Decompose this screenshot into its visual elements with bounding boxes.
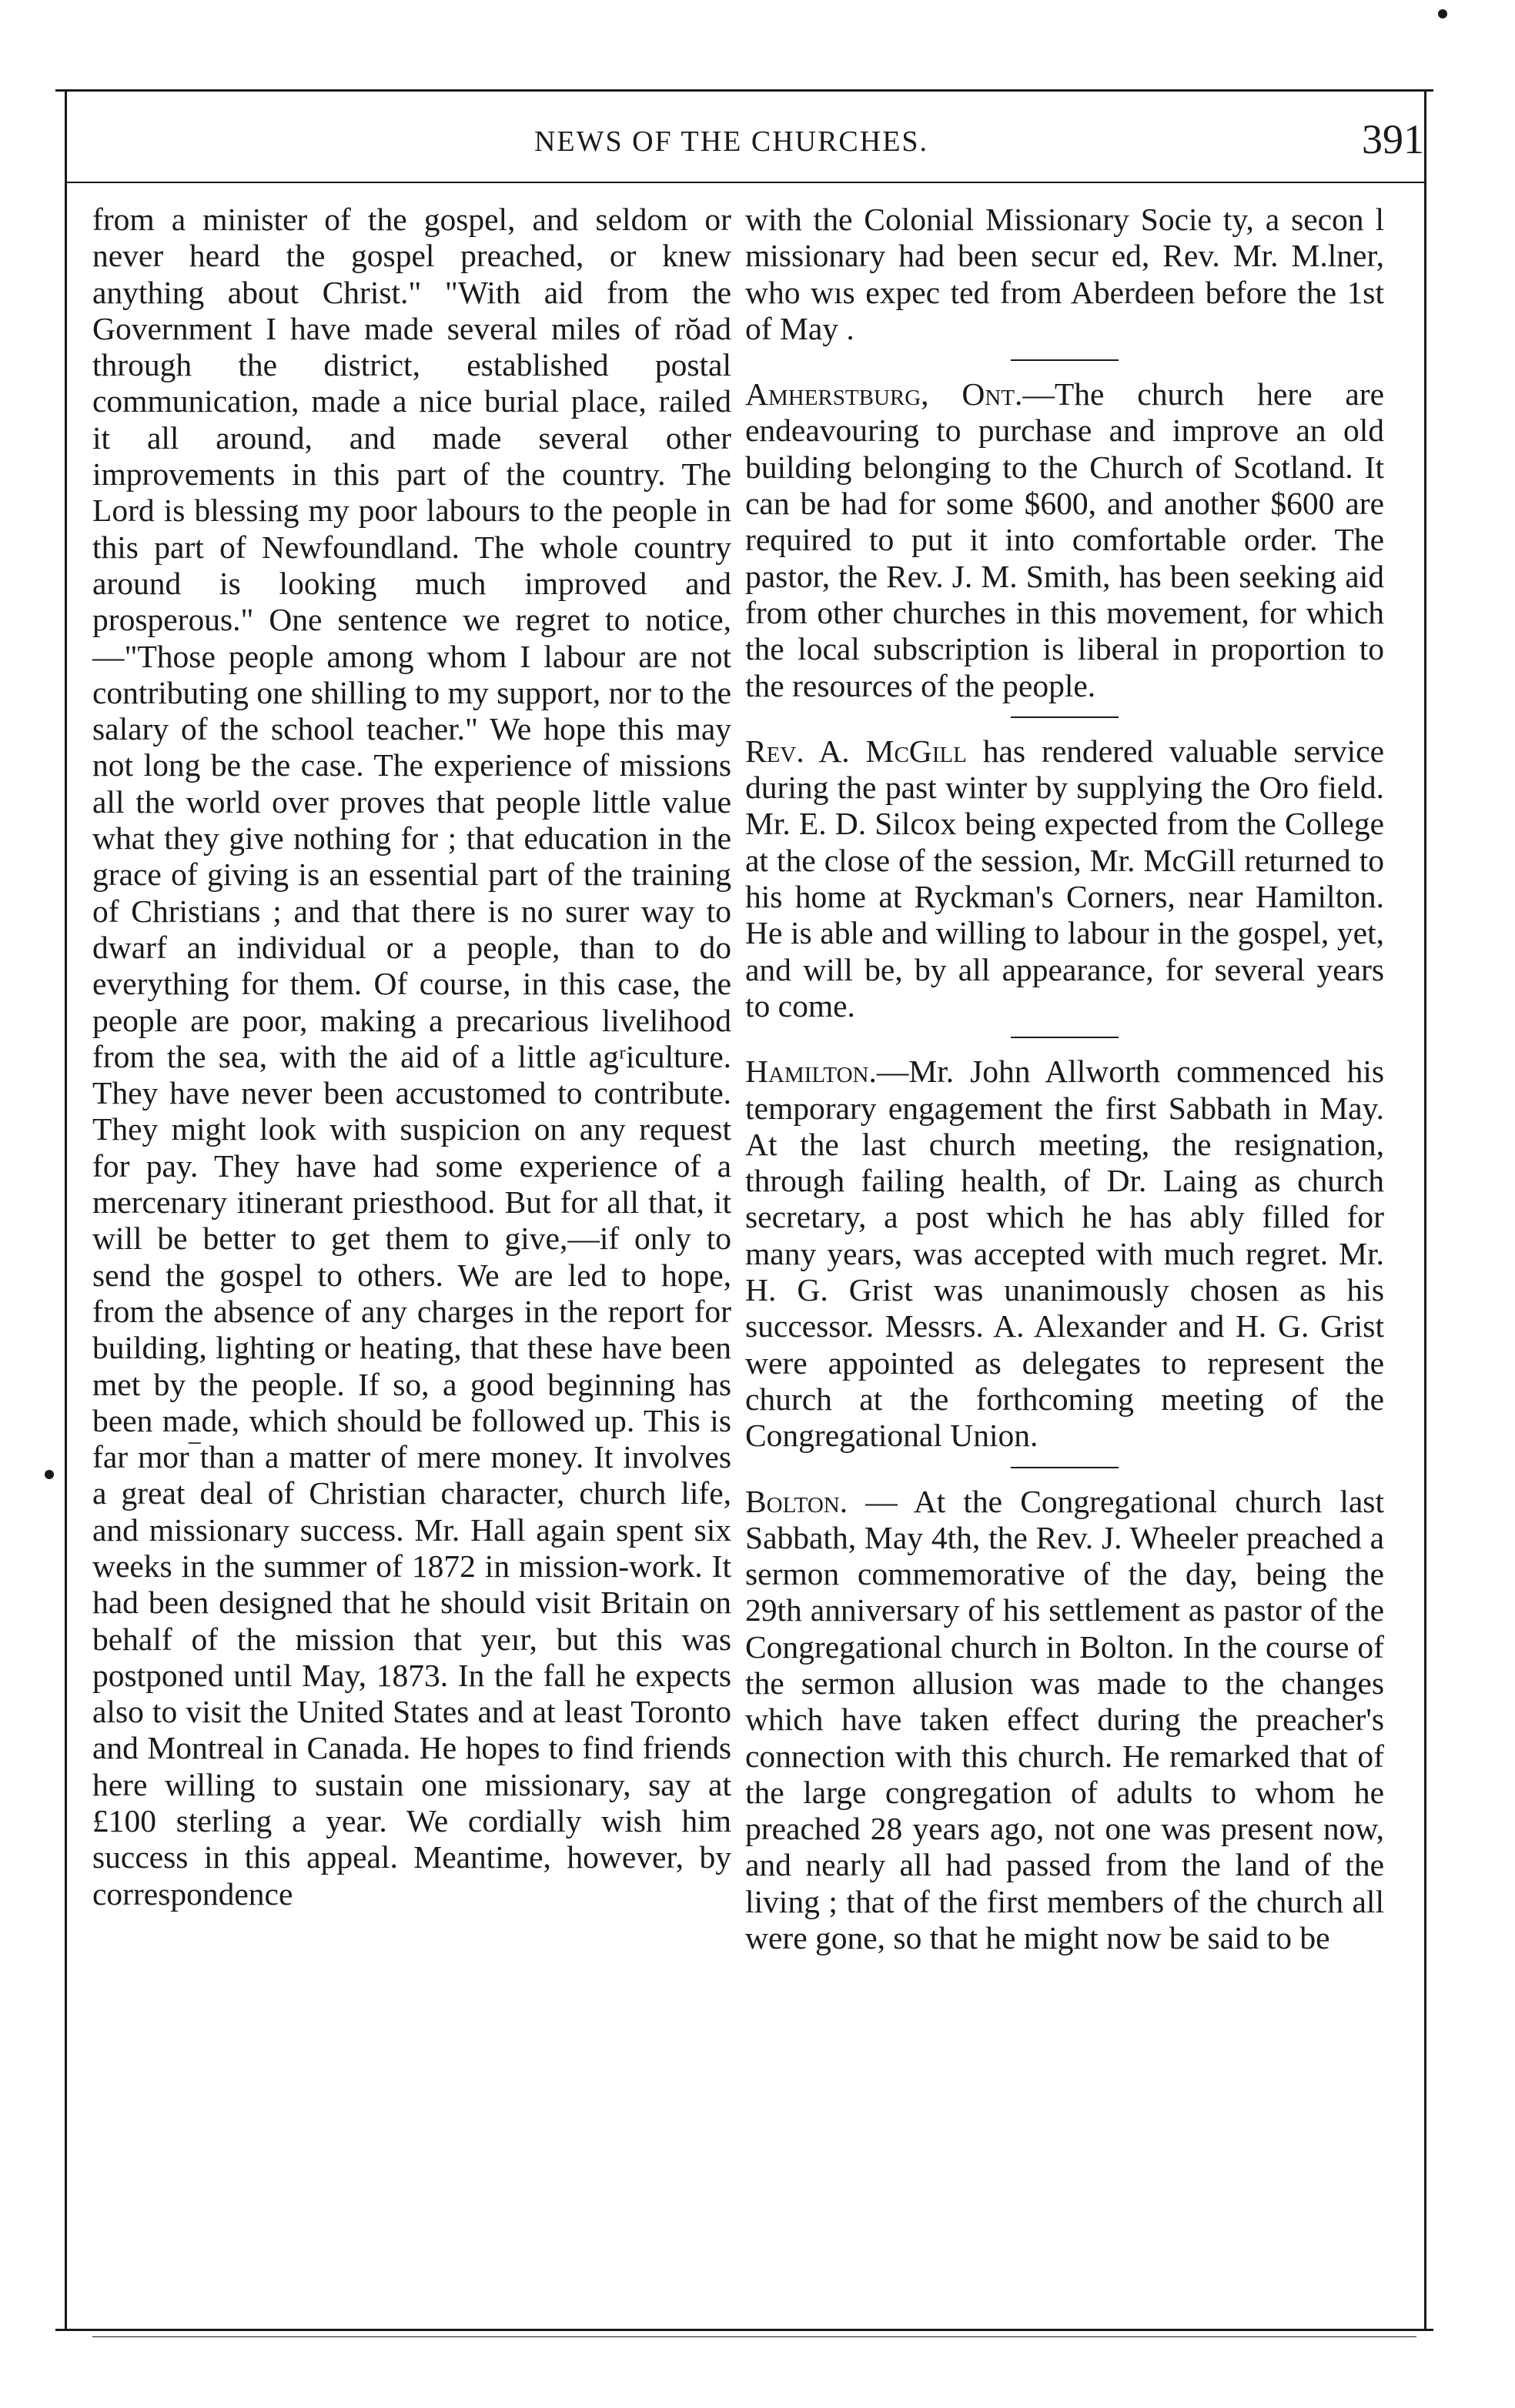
article-body: has rendered valuable service during the past winter by supplying the Oro field. Mr. E. D. Silcox being expected from the College at the close of the session, Mr. McGill returned to his home at Ryckman's Corners, near Hamilton. He is able and willing to labour in the gospel, yet, and will be, by all appearance, for several years to come. [745, 733, 1384, 1024]
print-mark [1438, 9, 1447, 18]
bottom-rule [55, 2329, 1433, 2331]
article-hamilton [745, 1054, 1384, 1454]
continuation-paragraph: with the Colonial Missionary Socie ty, a secon l missionary had been secur ed, Rev. Mr. M.lner, who wıs expec ted from Aberdeen before the 1st of May . [745, 202, 1384, 346]
section-separator [1011, 1467, 1119, 1468]
article-body: — At the Congregational church last Sabbath, May 4th, the Rev. J. Wheeler preached a sermon commemorative of the day, being the 29th anniversary of his settlement as pastor of the Congregational church in Bolton. In the course of the sermon allusion was made to the changes which have taken effect during the preacher's connection with this church. He remarked that of the large congregation of adults to whom he preached 28 years ago, not one was present now, and nearly all had passed from the land of the living ; that of the first members of the church all were gone, so that he might now be said to be [745, 1483, 1384, 1956]
left-frame-rule [65, 89, 67, 2329]
right-frame-rule [1424, 89, 1426, 2329]
article-amherstburg [745, 376, 1384, 704]
article-heading: Rev. A. McGill [745, 733, 967, 769]
top-rule [55, 89, 1433, 92]
bottom-rule-thin [92, 2336, 1416, 2337]
article-heading: Bolton. [745, 1483, 848, 1519]
section-separator [1011, 359, 1119, 361]
article-heading: Amherstburg, Ont. [745, 376, 1023, 412]
left-column-text: from a minister of the gospel, and seldom or never heard the gospel preached, or knew anything about Christ." "With aid from the Government I have made several miles of rŏad through the district, established postal communication, made a nice burial place, railed it all around, and made several other improvements in this part of the country. The Lord is blessing my poor labours to the people in this part of Newfoundland. The whole country around is looking much improved and prosperous." One sentence we regret to notice,—"Those people among whom I labour are not contributing one shilling to my support, nor to the salary of the school teacher." We hope this may not long be the case. The experience of missions all the world over proves that people little value what they give nothing for ; that education in the grace of giving is an essential part of the training of Christians ; and that there is no surer way to dwarf an individual or a people, than to do everything for them. Of course, in this case, the people are poor, making a precarious livelihood from the sea, with the aid of a little agʳiculture. They have never been accustomed to contribute. They might look with suspicion on any request for pay. They have had some experience of a mercenary itinerant priesthood. But for all that, it will be better to get them to give,—if only to send the gospel to others. We are led to hope, from the absence of any charges in the report for building, lighting or heating, that these have been met by the people. If so, a good beginning has been made, which should be followed up. This is far mor‾than a matter of mere money. It involves a great deal of Christian character, church life, and missionary success. Mr. Hall again spent six weeks in the summer of 1872 in mission-work. It had been designed that he should visit Britain on behalf of the mission that yeır, but this was postponed until May, 1873. In the fall he expects also to visit the United States and at least Toronto and Montreal in Canada. He hopes to find friends here willing to sustain one missionary, say at £100 sterling a year. We cordially wish him success in this appeal. Meantime, however, by correspondence [92, 202, 731, 1912]
article-mcgill [745, 733, 1384, 1024]
article-heading: Hamilton. [745, 1054, 877, 1090]
article-body: —Mr. John Allworth commenced his temporary engagement the first Sabbath in May. At the last church meeting, the resignation, through failing health, of Dr. Laing as church secretary, a post which he has ably filled for many years, was accepted with much regret. Mr. H. G. Grist was unanimously chosen as his successor. Messrs. A. Alexander and H. G. Grist were appointed as delegates to represent the church at the forthcoming meeting of the Congregational Union. [745, 1054, 1384, 1454]
section-separator [1011, 716, 1119, 718]
header-underline [65, 182, 1426, 183]
article-body: —The church here are endeavouring to purchase and improve an old building belonging to the Church of Scotland. It can be had for some $600, and another $600 are required to put it into comfortable order. The pastor, the Rev. J. M. Smith, has been seeking aid from other churches in this movement, for which the local subscription is liberal in proportion to the resources of the people. [745, 376, 1385, 703]
print-mark [45, 1470, 54, 1479]
article-bolton [745, 1484, 1384, 1957]
section-separator [1011, 1037, 1119, 1038]
page-number: 391 [1362, 116, 1424, 162]
running-title: NEWS OF THE CHURCHES. [533, 125, 929, 158]
right-column [745, 202, 1384, 1956]
left-column [92, 202, 731, 1912]
